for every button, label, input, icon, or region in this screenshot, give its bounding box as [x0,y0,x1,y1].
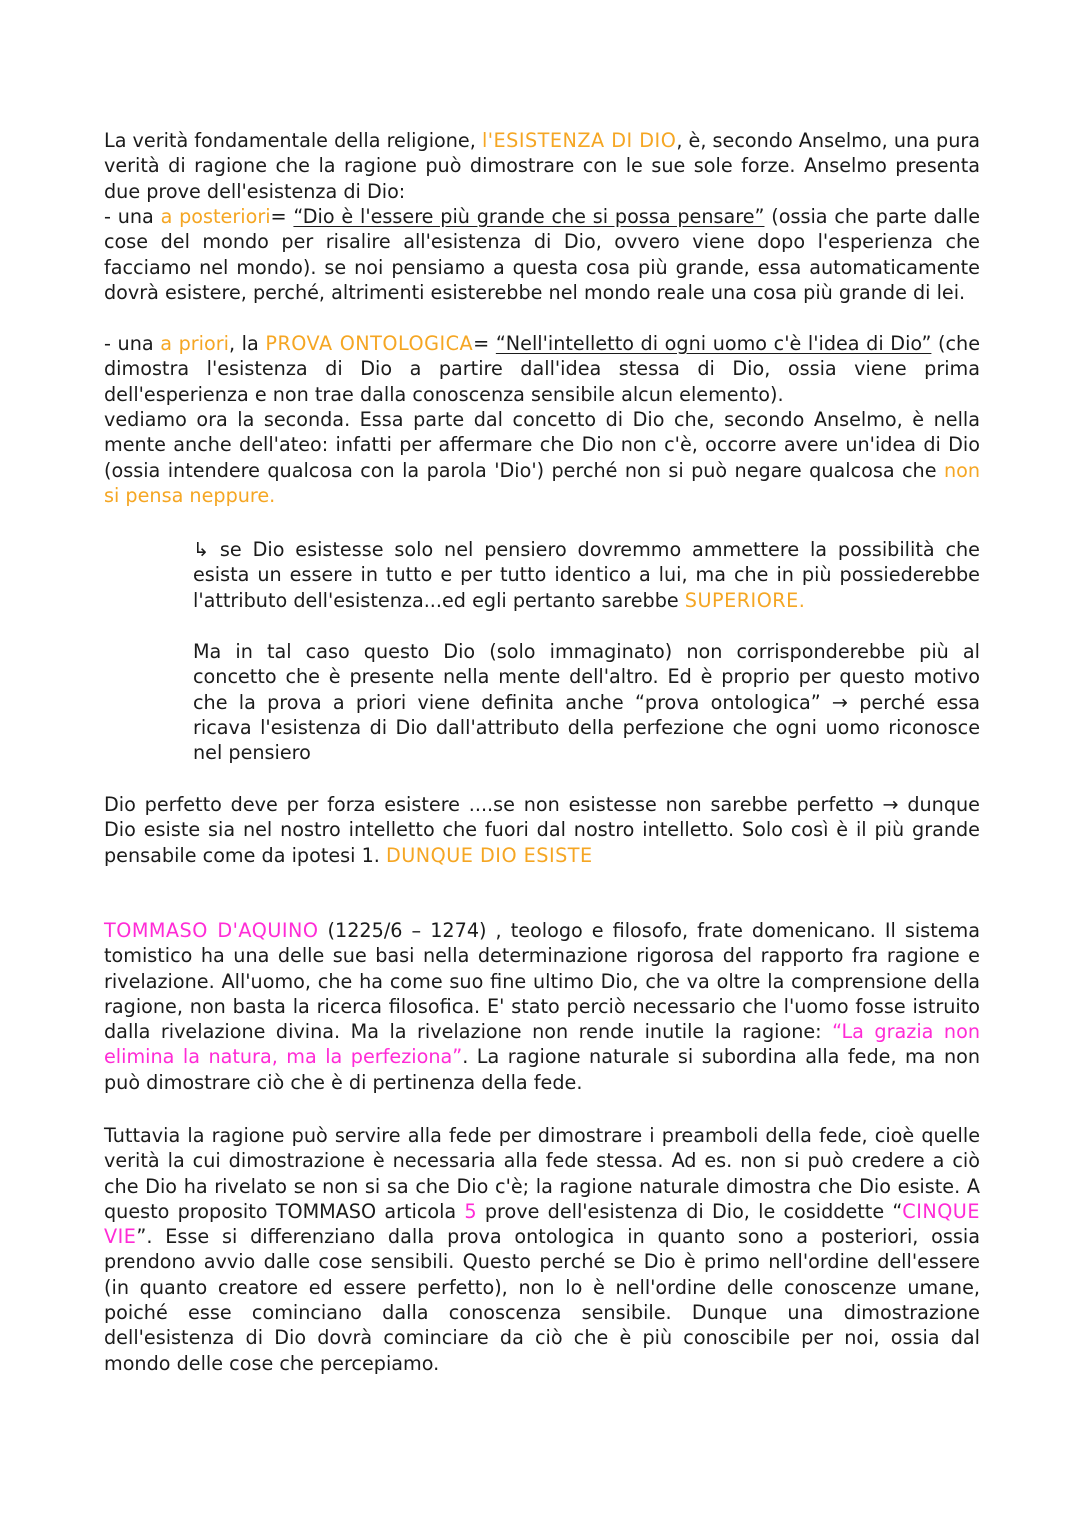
term-a-posteriori: a posteriori [160,205,271,228]
cinque-vie-paragraph [104,1123,980,1376]
text-run: , la [228,332,266,355]
text-run: - una [104,332,161,355]
text-run: = [473,332,496,355]
prova-ontologica-explanation [193,639,980,765]
text-run: - una [104,205,161,228]
text-run: prove dell'esistenza di Dio, le cosiddette “ [476,1199,903,1223]
text-run: La verità fondamentale della religione, [104,129,482,152]
text-run: se Dio esistesse solo nel pensiero dovremmo ammettere la possibilità che esista un essere in tutto e per tutto identico a lui, ma che in più possiederebbe l'attributo dell'esistenza...ed egli pertanto sarebbe [193,538,980,612]
highlight-superiore: SUPERIORE. [684,588,806,612]
text-run: (ossia che parte dalle cose del mondo per risalire all'esistenza di Dio, ovvero viene dopo l'esperienza che facciamo nel mondo). se noi pensiamo a questa cosa più grande, essa automaticamente dovrà esistere, perché, altrimenti esisterebbe nel mondo reale una cosa più grande di lei. [104,205,980,304]
highlight-number-five: 5 [464,1199,477,1223]
intro-paragraph [104,128,980,204]
text-run: vediamo ora la seconda. Essa parte dal concetto di Dio che, secondo Anselmo, è nella mente anche dell'ateo: infatti per affermare che Dio non c'è, occorre avere un'idea di Dio (ossia intendere qualcosa con la parola 'Dio') perché non si può negare qualcosa che [104,408,980,482]
text-run: (che dimostra l'esistenza di Dio a partire dall'idea stessa di Dio, ossia viene prima dell'esperienza e non trae dalla conoscenza sensibile alcun elemento). [104,332,981,406]
term-a-priori: a priori [160,332,229,355]
text-run: . La ragione naturale si subordina alla fede, ma non può dimostrare ciò che è di pertinenza della fede. [104,1045,980,1094]
quote-grazia: “La grazia non elimina la natura, ma la perfeziona” [104,1020,980,1069]
quote-intelletto: “Nell'intelletto di ogni uomo c'è l'idea di Dio” [495,332,932,355]
heading-tommaso: TOMMASO D'AQUINO [104,919,319,942]
a-priori-paragraph [104,331,980,407]
conclusion-paragraph [104,792,980,868]
text-run: (1225/6 – 1274) , teologo e filosofo, frate domenicano. Il sistema tomistico ha una delle sue basi nella determinazione rigorosa del rapporto fra ragione e rivelazione. All'uomo, che ha come suo fine ultimo Dio, che va oltre la comprensione della ragione, non basta la ricerca filosofica. E' stato perciò necessario che l'uomo fosse istruito dalla rivelazione divina. Ma la rivelazione non rende inutile la ragione: [104,919,980,1044]
superiore-paragraph [193,537,980,613]
text-run: , è, secondo Anselmo, una pura verità di ragione che la ragione può dimostrare con le sue sole forze. Anselmo presenta due prove dell'esistenza di Dio: [104,129,981,203]
highlight-existence: l'ESISTENZA DI DIO [481,129,677,152]
quote-anselmo: “Dio è l'essere più grande che si possa pensare” [293,205,765,228]
highlight-dunque-dio-esiste: DUNQUE DIO ESISTE [385,843,593,867]
text-run: Tuttavia la ragione può servire alla fede per dimostrare i preamboli della fede, cioè quelle verità la cui dimostrazione è necessaria alla fede stessa. Ad es. non si può credere a ciò che Dio ha rivelato se non si sa che Dio c'è; la ragione naturale dimostra che Dio esiste. A questo proposito TOMMASO articola [104,1124,980,1223]
seconda-prova-paragraph [104,407,980,508]
tommaso-paragraph [104,918,980,1095]
term-cinque-vie: CINQUE VIE [104,1199,980,1249]
text-run: Ma in tal caso questo Dio (solo immaginato) non corrisponderebbe più al concetto che è presente nella mente dell'altro. Ed è proprio per questo motivo che la prova a priori viene definita anche “prova ontologica” → perché essa ricava l'esistenza di Dio dall'attributo della perfezione che ogni uomo riconosce nel pensiero [193,640,980,765]
text-run: Dio perfetto deve per forza esistere ....se non esistesse non sarebbe perfetto → dunque Dio esiste sia nel nostro intelletto che fuori dal nostro intelletto. Solo così è il più grande pensabile come da ipotesi 1. [104,793,980,867]
term-prova-ontologica: PROVA ONTOLOGICA [265,332,474,355]
text-run: ”. Esse si differenziano dalla prova ontologica in quanto sono a posteriori, ossia prendono avvio dalle cose sensibili. Questo perché se Dio è primo nell'ordine dell'essere (in quanto creatore ed essere perfetto), non lo è nell'ordine delle conoscenze umane, poiché esse cominciano dalla conoscenza sensibile. Dunque una dimostrazione dell'esistenza di Dio dovrà cominciare da ciò che è più conoscibile per noi, ossia dal mondo delle cose che percepiamo. [104,1225,980,1375]
highlight-non-si-pensa: non si pensa neppure. [104,458,980,507]
a-posteriori-paragraph [104,204,980,305]
text-run: = [270,205,294,228]
arrow-icon: ↳ [193,538,210,561]
